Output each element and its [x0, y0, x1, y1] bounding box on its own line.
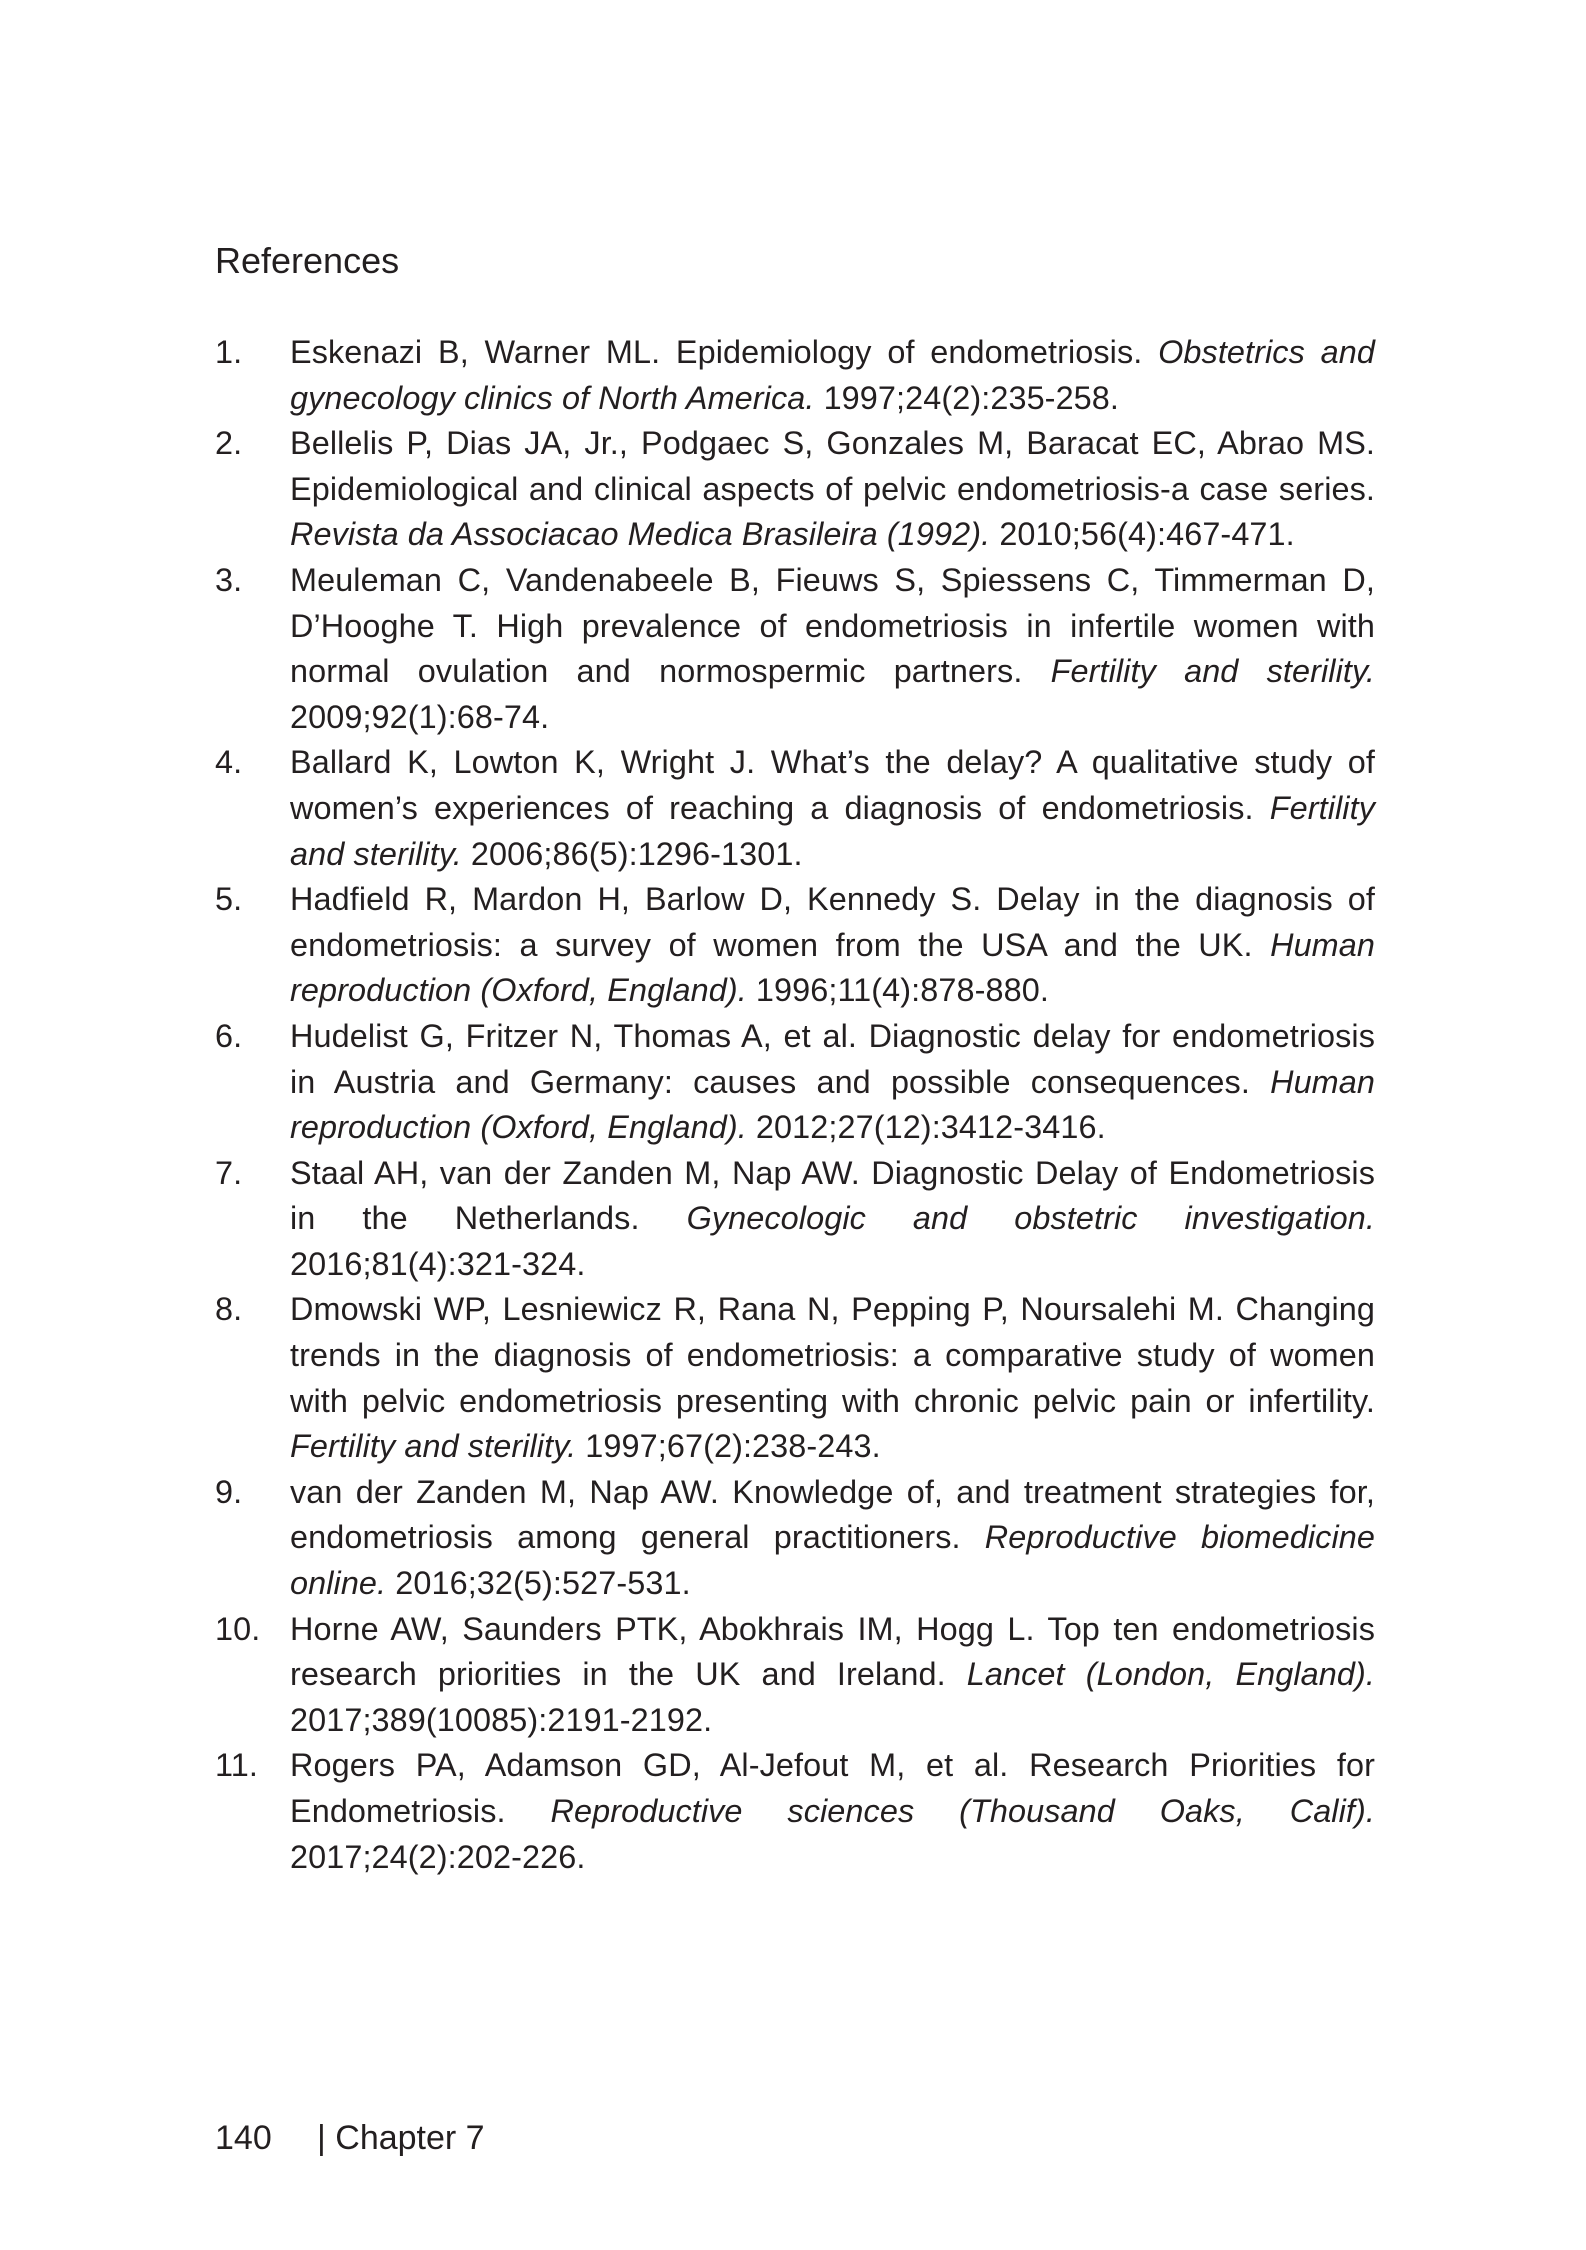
reference-text	[290, 1743, 1375, 1880]
reference-text	[290, 330, 1375, 421]
reference-citation: 2017;24(2):202-226.	[290, 1838, 586, 1875]
reference-citation: 2010;56(4):467-471.	[990, 516, 1295, 553]
page-footer	[215, 2116, 485, 2160]
reference-item	[215, 1607, 1375, 1744]
reference-citation: 2017;389(10085):2191-2192.	[290, 1701, 713, 1738]
reference-authors-title: Horne AW, Saunders PTK, Abokhrais IM, Hogg L. Top ten endometriosis research priorities in the UK and Ireland.	[290, 1610, 1375, 1693]
reference-citation: 2009;92(1):68-74.	[290, 698, 550, 735]
reference-item	[215, 1014, 1375, 1151]
reference-number: 3.	[215, 561, 243, 598]
reference-item	[215, 558, 1375, 740]
reference-authors-title: Rogers PA, Adamson GD, Al-Jefout M, et al. Research Priorities for Endometriosis.	[290, 1747, 1375, 1829]
page-number: 140	[215, 2119, 272, 2157]
reference-journal: Lancet (London, England).	[966, 1656, 1376, 1693]
reference-authors-title: Meuleman C, Vandenabeele B, Fieuws S, Spiessens C, Timmerman D, D’Hooghe T. High prevalence of endometriosis in infertile women with normal ovulation and normospermic partners.	[290, 561, 1375, 690]
reference-text	[290, 1470, 1375, 1607]
reference-number: 4.	[215, 744, 243, 781]
reference-number: 11.	[215, 1747, 258, 1784]
reference-item	[215, 421, 1375, 558]
reference-text	[290, 1287, 1375, 1469]
reference-citation: 2016;81(4):321-324.	[290, 1245, 586, 1282]
reference-authors-title: Hadfield R, Mardon H, Barlow D, Kennedy S. Delay in the diagnosis of endometriosis: a survey of women from the USA and the UK.	[290, 881, 1375, 963]
chapter-label: | Chapter 7	[317, 2119, 485, 2157]
reference-journal: Fertility and sterility.	[290, 789, 1375, 872]
reference-text	[290, 1014, 1375, 1151]
reference-text	[290, 558, 1375, 740]
reference-list	[215, 330, 1375, 1880]
reference-journal: Fertility and sterility.	[290, 1428, 577, 1465]
reference-number: 6.	[215, 1017, 243, 1054]
reference-journal: Human reproduction (Oxford, England).	[290, 1063, 1375, 1146]
reference-item	[215, 740, 1375, 877]
reference-item	[215, 1470, 1375, 1607]
reference-authors-title: van der Zanden M, Nap AW. Knowledge of, and treatment strategies for, endometriosis among general practitioners.	[290, 1473, 1375, 1556]
reference-number: 7.	[215, 1154, 243, 1191]
reference-citation: 2016;32(5):527-531.	[386, 1565, 691, 1602]
reference-journal: Revista da Associacao Medica Brasileira (1992).	[290, 516, 991, 553]
reference-journal: Gynecologic and obstetric investigation.	[686, 1200, 1375, 1237]
reference-journal: Reproductive sciences (Thousand Oaks, Calif).	[550, 1793, 1375, 1829]
reference-citation: 1997;24(2):235-258.	[814, 379, 1120, 416]
reference-item	[215, 1151, 1375, 1288]
references-heading: References	[215, 240, 400, 281]
reference-journal: Reproductive biomedicine online.	[290, 1519, 1375, 1602]
reference-citation: 1996;11(4):878-880.	[746, 972, 1049, 1009]
reference-text	[290, 740, 1375, 877]
reference-number: 10.	[215, 1610, 261, 1647]
reference-authors-title: Bellelis P, Dias JA, Jr., Podgaec S, Gonzales M, Baracat EC, Abrao MS. Epidemiological and clinical aspects of pelvic endometriosis-a case series.	[290, 425, 1375, 507]
reference-journal: Obstetrics and gynecology clinics of North America.	[290, 334, 1375, 416]
reference-item	[215, 1743, 1375, 1880]
reference-authors-title: Eskenazi B, Warner ML. Epidemiology of endometriosis.	[290, 334, 1159, 370]
reference-item	[215, 330, 1375, 421]
reference-authors-title: Ballard K, Lowton K, Wright J. What’s the delay? A qualitative study of women’s experiences of reaching a diagnosis of endometriosis.	[290, 744, 1375, 826]
reference-text	[290, 1151, 1375, 1288]
reference-authors-title: Dmowski WP, Lesniewicz R, Rana N, Pepping P, Noursalehi M. Changing trends in the diagnosis of endometriosis: a comparative study of women with pelvic endometriosis presenting with chronic pelvic pain or infertility.	[290, 1291, 1375, 1419]
reference-journal: Fertility and sterility.	[1050, 653, 1375, 690]
reference-number: 9.	[215, 1473, 243, 1510]
reference-citation: 2006;86(5):1296-1301.	[461, 835, 803, 872]
reference-number: 1.	[215, 334, 243, 370]
reference-authors-title: Staal AH, van der Zanden M, Nap AW. Diagnostic Delay of Endometriosis in the Netherlands.	[290, 1154, 1375, 1237]
reference-item	[215, 1287, 1375, 1469]
reference-journal: Human reproduction (Oxford, England).	[290, 926, 1375, 1009]
reference-text	[290, 421, 1375, 558]
reference-text	[290, 877, 1375, 1014]
reference-citation: 2012;27(12):3412-3416.	[746, 1109, 1106, 1146]
reference-authors-title: Hudelist G, Fritzer N, Thomas A, et al. Diagnostic delay for endometriosis in Austria and Germany: causes and possible consequences.	[290, 1017, 1375, 1100]
reference-citation: 1997;67(2):238-243.	[576, 1428, 881, 1465]
reference-item	[215, 877, 1375, 1014]
reference-number: 5.	[215, 881, 243, 918]
reference-number: 8.	[215, 1291, 243, 1328]
reference-number: 2.	[215, 425, 243, 462]
reference-text	[290, 1607, 1375, 1744]
